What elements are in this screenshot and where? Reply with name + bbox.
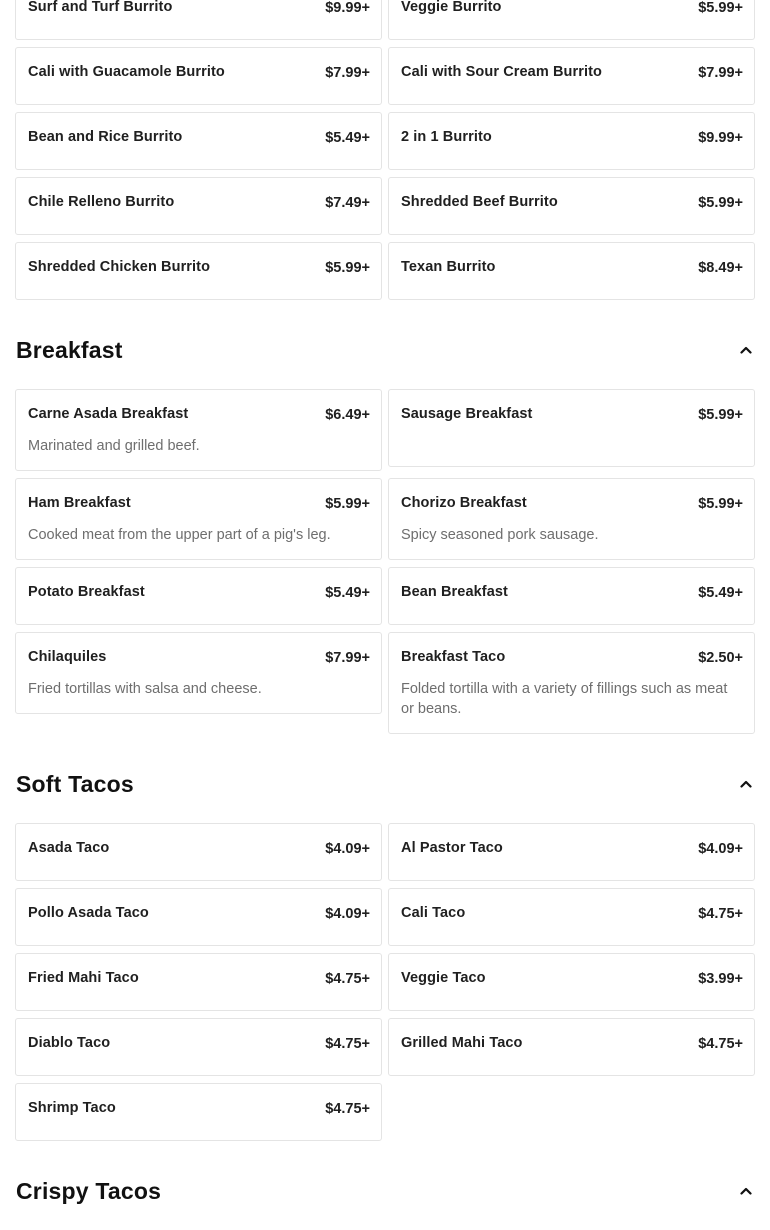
section-header-breakfast[interactable]: [0, 330, 770, 370]
menu-item-card[interactable]: [15, 112, 382, 170]
menu-item-name: Cali with Sour Cream Burrito: [401, 64, 602, 80]
menu-item-price: $4.75+: [325, 1036, 370, 1052]
menu-item-header: [401, 583, 743, 602]
menu-item-price: $8.49+: [698, 260, 743, 276]
menu-item-price: $4.75+: [698, 1036, 743, 1052]
menu-item-name: Al Pastor Taco: [401, 840, 503, 856]
menu-item-header: [401, 128, 743, 147]
menu-item-card[interactable]: [15, 632, 382, 714]
menu-item-price: $4.75+: [325, 971, 370, 987]
menu-item-name: Fried Mahi Taco: [28, 970, 139, 986]
menu-item-header: [28, 494, 370, 513]
chevron-up-icon[interactable]: [739, 777, 753, 791]
menu-item-header: [401, 63, 743, 82]
menu-item-description: Folded tortilla with a variety of fillings such as meat or beans.: [401, 681, 728, 717]
menu-item-description: Fried tortillas with salsa and cheese.: [28, 681, 262, 697]
menu-item-card[interactable]: [15, 478, 382, 560]
menu-item-header: [28, 648, 370, 667]
menu-item-name: Cali Taco: [401, 905, 466, 921]
menu-item-description: Spicy seasoned pork sausage.: [401, 527, 599, 543]
menu-item-card[interactable]: [15, 242, 382, 300]
menu-item-header: [28, 405, 370, 424]
menu-item-header: [401, 904, 743, 923]
menu-item-name: Bean Breakfast: [401, 584, 508, 600]
menu-item-header: [28, 969, 370, 988]
menu-item-name: 2 in 1 Burrito: [401, 129, 492, 145]
menu-item-header: [401, 193, 743, 212]
menu-item-price: $2.50+: [698, 650, 743, 666]
menu-item-card[interactable]: [388, 0, 755, 40]
menu-item-name: Carne Asada Breakfast: [28, 406, 189, 422]
menu-item-header: [401, 494, 743, 513]
section-title: Breakfast: [16, 336, 123, 363]
menu-item-price: $5.99+: [325, 496, 370, 512]
section-header-crispy-tacos[interactable]: [0, 1171, 770, 1211]
menu-item-card[interactable]: [388, 567, 755, 625]
menu-item-card[interactable]: [15, 823, 382, 881]
menu-item-price: $7.49+: [325, 195, 370, 211]
menu-item-header: [28, 1099, 370, 1118]
menu-item-price: $4.75+: [698, 906, 743, 922]
menu-item-name: Surf and Turf Burrito: [28, 0, 173, 15]
menu-item-price: $6.49+: [325, 407, 370, 423]
menu-grid-burritos: [0, 0, 770, 300]
menu-item-description: Marinated and grilled beef.: [28, 438, 200, 454]
menu-item-card[interactable]: [388, 888, 755, 946]
menu-item-price: $5.99+: [698, 0, 743, 16]
menu-item-price: $3.99+: [698, 971, 743, 987]
menu-item-header: [28, 904, 370, 923]
menu-grid-soft-tacos: [0, 823, 770, 1141]
menu-item-header: [401, 969, 743, 988]
menu-item-card[interactable]: [388, 47, 755, 105]
section-title: Crispy Tacos: [16, 1177, 162, 1204]
menu-item-header: [401, 405, 743, 424]
menu-item-name: Potato Breakfast: [28, 584, 145, 600]
menu-item-card[interactable]: [15, 177, 382, 235]
menu-item-name: Pollo Asada Taco: [28, 905, 149, 921]
menu-item-card[interactable]: [15, 888, 382, 946]
menu-item-card[interactable]: [388, 242, 755, 300]
menu-item-description: Cooked meat from the upper part of a pig's leg.: [28, 527, 331, 543]
menu-item-name: Chile Relleno Burrito: [28, 194, 175, 210]
menu-item-name: Ham Breakfast: [28, 495, 131, 511]
menu-item-price: $4.09+: [325, 906, 370, 922]
menu-item-header: [401, 258, 743, 277]
menu-item-price: $4.75+: [325, 1101, 370, 1117]
menu-grid-breakfast: [0, 389, 770, 734]
menu-item-card[interactable]: [388, 478, 755, 560]
menu-item-header: [28, 193, 370, 212]
menu-item-card[interactable]: [15, 567, 382, 625]
section-title: Soft Tacos: [16, 770, 134, 797]
menu-item-price: $4.09+: [325, 841, 370, 857]
menu-item-header: [28, 0, 370, 17]
menu-item-header: [28, 583, 370, 602]
menu-item-name: Chilaquiles: [28, 649, 107, 665]
menu-item-card[interactable]: [388, 953, 755, 1011]
menu-item-header: [28, 839, 370, 858]
menu-item-card[interactable]: [388, 823, 755, 881]
menu-item-card[interactable]: [388, 112, 755, 170]
menu-item-header: [28, 258, 370, 277]
menu-item-header: [401, 839, 743, 858]
menu-item-price: $5.99+: [698, 195, 743, 211]
menu-item-header: [28, 63, 370, 82]
menu-item-price: $4.09+: [698, 841, 743, 857]
chevron-up-icon[interactable]: [739, 1184, 753, 1198]
menu-item-name: Shrimp Taco: [28, 1100, 116, 1116]
menu-item-card[interactable]: [388, 1018, 755, 1076]
menu-item-card[interactable]: [15, 1083, 382, 1141]
menu-item-name: Bean and Rice Burrito: [28, 129, 183, 145]
menu-item-card[interactable]: [388, 177, 755, 235]
menu-item-name: Veggie Taco: [401, 970, 486, 986]
menu-item-card[interactable]: [15, 953, 382, 1011]
menu-item-price: $5.49+: [698, 585, 743, 601]
menu-item-card[interactable]: [15, 389, 382, 471]
menu-item-price: $5.99+: [698, 407, 743, 423]
menu-item-name: Breakfast Taco: [401, 649, 506, 665]
menu-item-name: Chorizo Breakfast: [401, 495, 527, 511]
menu-item-price: $9.99+: [325, 0, 370, 16]
menu-item-card[interactable]: [15, 47, 382, 105]
menu-item-header: [28, 128, 370, 147]
menu-item-price: $7.99+: [698, 65, 743, 81]
menu-item-name: Diablo Taco: [28, 1035, 111, 1051]
menu-item-name: Shredded Chicken Burrito: [28, 259, 211, 275]
menu-item-price: $5.99+: [698, 496, 743, 512]
menu-item-header: [28, 1034, 370, 1053]
section-header-soft-tacos[interactable]: [0, 764, 770, 804]
menu-item-card[interactable]: [388, 389, 755, 467]
menu-item-name: Sausage Breakfast: [401, 406, 533, 422]
menu-item-name: Asada Taco: [28, 840, 110, 856]
menu-item-price: $5.49+: [325, 130, 370, 146]
menu-item-name: Shredded Beef Burrito: [401, 194, 558, 210]
menu-item-price: $7.99+: [325, 65, 370, 81]
menu-item-card[interactable]: [15, 1018, 382, 1076]
menu-item-name: Texan Burrito: [401, 259, 496, 275]
menu-item-card[interactable]: [388, 632, 755, 734]
menu-item-name: Cali with Guacamole Burrito: [28, 64, 225, 80]
chevron-up-icon[interactable]: [739, 343, 753, 357]
menu-item-header: [401, 648, 743, 667]
menu-item-name: Veggie Burrito: [401, 0, 502, 15]
menu-item-name: Grilled Mahi Taco: [401, 1035, 523, 1051]
menu-item-price: $5.49+: [325, 585, 370, 601]
menu-item-price: $7.99+: [325, 650, 370, 666]
menu-item-header: [401, 1034, 743, 1053]
menu-item-card[interactable]: [15, 0, 382, 40]
menu-item-price: $5.99+: [325, 260, 370, 276]
menu-item-header: [401, 0, 743, 17]
menu-item-price: $9.99+: [698, 130, 743, 146]
